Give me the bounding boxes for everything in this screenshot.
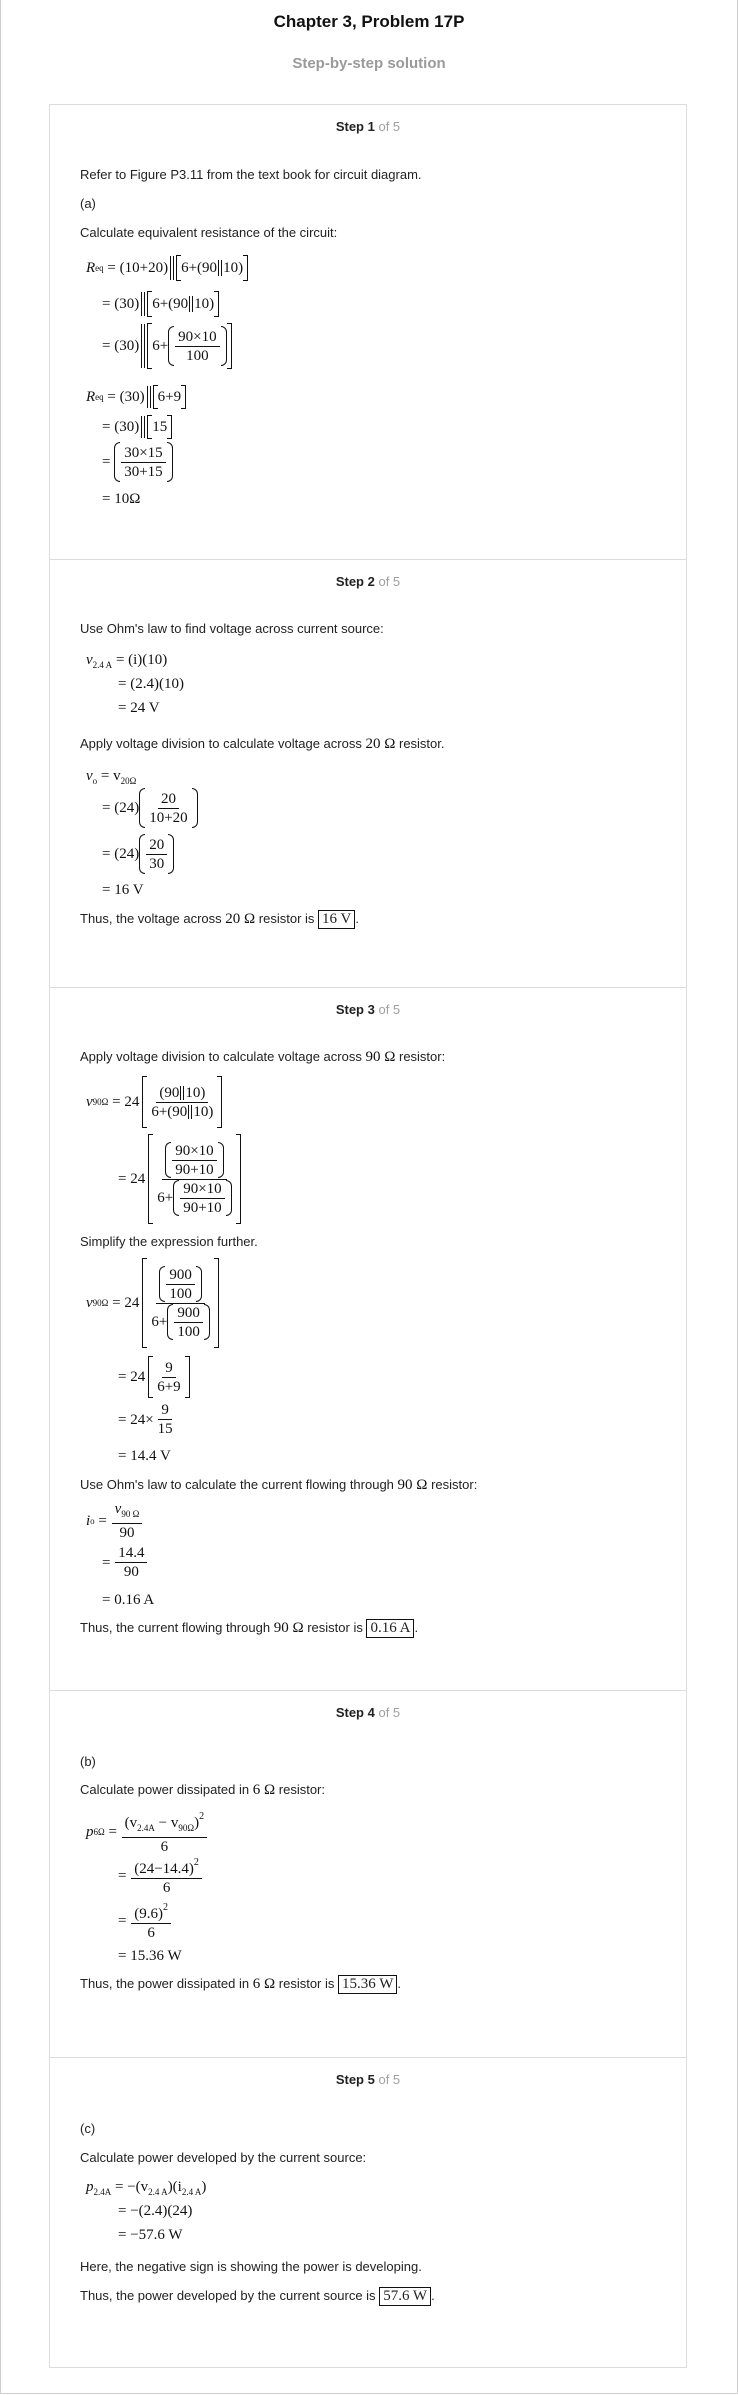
step-3-header (50, 1002, 686, 1017)
equation-line: = 24 $\frac{90\times 10}{90+10}$ 6+ $\frac{90\times 10}{90+10}$ (118, 1134, 241, 1224)
step-5-card (49, 2058, 687, 2368)
equation-line: R eq = (10+20) 6+(90 10) (86, 255, 248, 281)
step-text: Refer to Figure P3.11 from the text book for circuit diagram. (80, 167, 422, 182)
equation-line: = $\frac{30\times 15}{30+15}$ (102, 442, 173, 482)
equation-line: $v_{2.4 A} = (i)(10)$ (86, 652, 168, 670)
answer-box: 57.6 W (379, 2287, 431, 2306)
step-3-card (49, 988, 687, 1691)
step-count: of 5 (378, 1002, 401, 1017)
equation-line: = $\frac{(9.6)^2}{6}$ (118, 1899, 172, 1942)
step-count: of 5 (378, 1705, 401, 1720)
step-label: Step 4 (335, 1705, 375, 1720)
equation-line: i o = $\frac{v_{90 \Omega}}{90}$ (86, 1500, 143, 1542)
equation-line: = 14.4 V (118, 1448, 171, 1464)
equation-line: $p_{2.4A} = -(v_{2.4 A})(i_{2.4 A})$ (86, 2179, 207, 2197)
step-4-card (49, 1691, 687, 2058)
step-label: Step 1 (335, 119, 375, 134)
part-label: (b) (80, 1754, 96, 1769)
step-text: Use Ohm's law to find voltage across current source: (80, 621, 384, 636)
step-count: of 5 (378, 2072, 401, 2087)
step-1-header (50, 119, 686, 134)
part-label: (a) (80, 196, 96, 211)
step-conclusion: Thus, the power developed by the current source is 57.6 W . (80, 2288, 435, 2304)
equation-line: R eq = (30) 6+9 (86, 385, 186, 409)
step-text: Calculate power dissipated in 6 Ω resistor: (80, 1782, 325, 1798)
step-4-header (50, 1705, 686, 1720)
equation-line: = 24 $\frac{9}{6+9}$ (118, 1356, 190, 1398)
step-2-card (49, 560, 687, 988)
equation-line: = −(2.4)(24) (118, 2203, 193, 2219)
step-conclusion: Thus, the current flowing through 90 Ω resistor is 0.16 A . (80, 1620, 419, 1636)
step-label: Step 5 (335, 2072, 375, 2087)
step-text: Apply voltage division to calculate voltage across 90 Ω resistor: (80, 1049, 446, 1065)
equation-line: = 10Ω (102, 491, 141, 507)
equation-line: = (2.4)(10) (118, 676, 184, 692)
step-count: of 5 (378, 119, 401, 134)
equation-line: = 24 V (118, 700, 160, 716)
answer-box: 16 V (318, 910, 355, 929)
equation-line: v 90Ω = 24 $\frac{(90 10)}{6+(90 10)}$ (86, 1076, 222, 1128)
part-label: (c) (80, 2121, 96, 2136)
equation-line: = (24) $\frac{20}{30}$ (102, 834, 174, 874)
answer-box: 15.36 W (338, 1975, 397, 1994)
step-conclusion: Thus, the voltage across 20 Ω resistor is 16 V . (80, 911, 359, 927)
equation-line: v 90Ω = 24 $\frac{900}{100}$ 6+ $\frac{900}{100}$ (86, 1258, 219, 1348)
page-title: Chapter 3, Problem 17P (273, 12, 465, 31)
equation-line: = −57.6 W (118, 2227, 183, 2243)
equation-line: = (24) $\frac{20}{10+20}$ (102, 788, 198, 828)
equation-line: = 16 V (102, 882, 144, 898)
step-1-card (49, 104, 687, 560)
step-text: Simplify the expression further. (80, 1234, 258, 1249)
equation-line: = 0.16 A (102, 1592, 155, 1608)
equation-line: = (30) 15 (102, 415, 172, 439)
step-count: of 5 (378, 574, 401, 589)
equation-line: = 15.36 W (118, 1948, 182, 1964)
step-5-header (50, 2072, 686, 2087)
step-text: Here, the negative sign is showing the power is developing. (80, 2259, 422, 2274)
step-2-header (50, 574, 686, 589)
step-text: Calculate equivalent resistance of the circuit: (80, 225, 338, 240)
step-text: Apply voltage division to calculate voltage across 20 Ω resistor. (80, 736, 445, 752)
equation-line: = $\frac{14.4}{90}$ (102, 1544, 148, 1581)
equation-line: = (30) 6+ $\frac{90\times 10}{100}$ (102, 323, 232, 369)
step-text: Use Ohm's law to calculate the current flowing through 90 Ω resistor: (80, 1477, 478, 1493)
equation-line: $v_o = v_{20\Omega}$ (86, 768, 137, 786)
step-label: Step 3 (335, 1002, 375, 1017)
answer-box: 0.16 A (366, 1619, 414, 1638)
equation-line: p 6Ω = $\frac{(v_{2.4A} - v_{90\Omega})^2}{6}$ (86, 1808, 208, 1856)
step-conclusion: Thus, the power dissipated in 6 Ω resistor is 15.36 W . (80, 1976, 402, 1992)
equation-line: = $\frac{(24-14.4)^2}{6}$ (118, 1854, 203, 1897)
equation-line: = 24× $\frac{9}{15}$ (118, 1402, 173, 1437)
page-subtitle: Step-by-step solution (292, 55, 446, 72)
step-text: Calculate power developed by the current source: (80, 2150, 367, 2165)
equation-line: = (30) 6+(90 10) (102, 291, 219, 317)
step-label: Step 2 (335, 574, 375, 589)
